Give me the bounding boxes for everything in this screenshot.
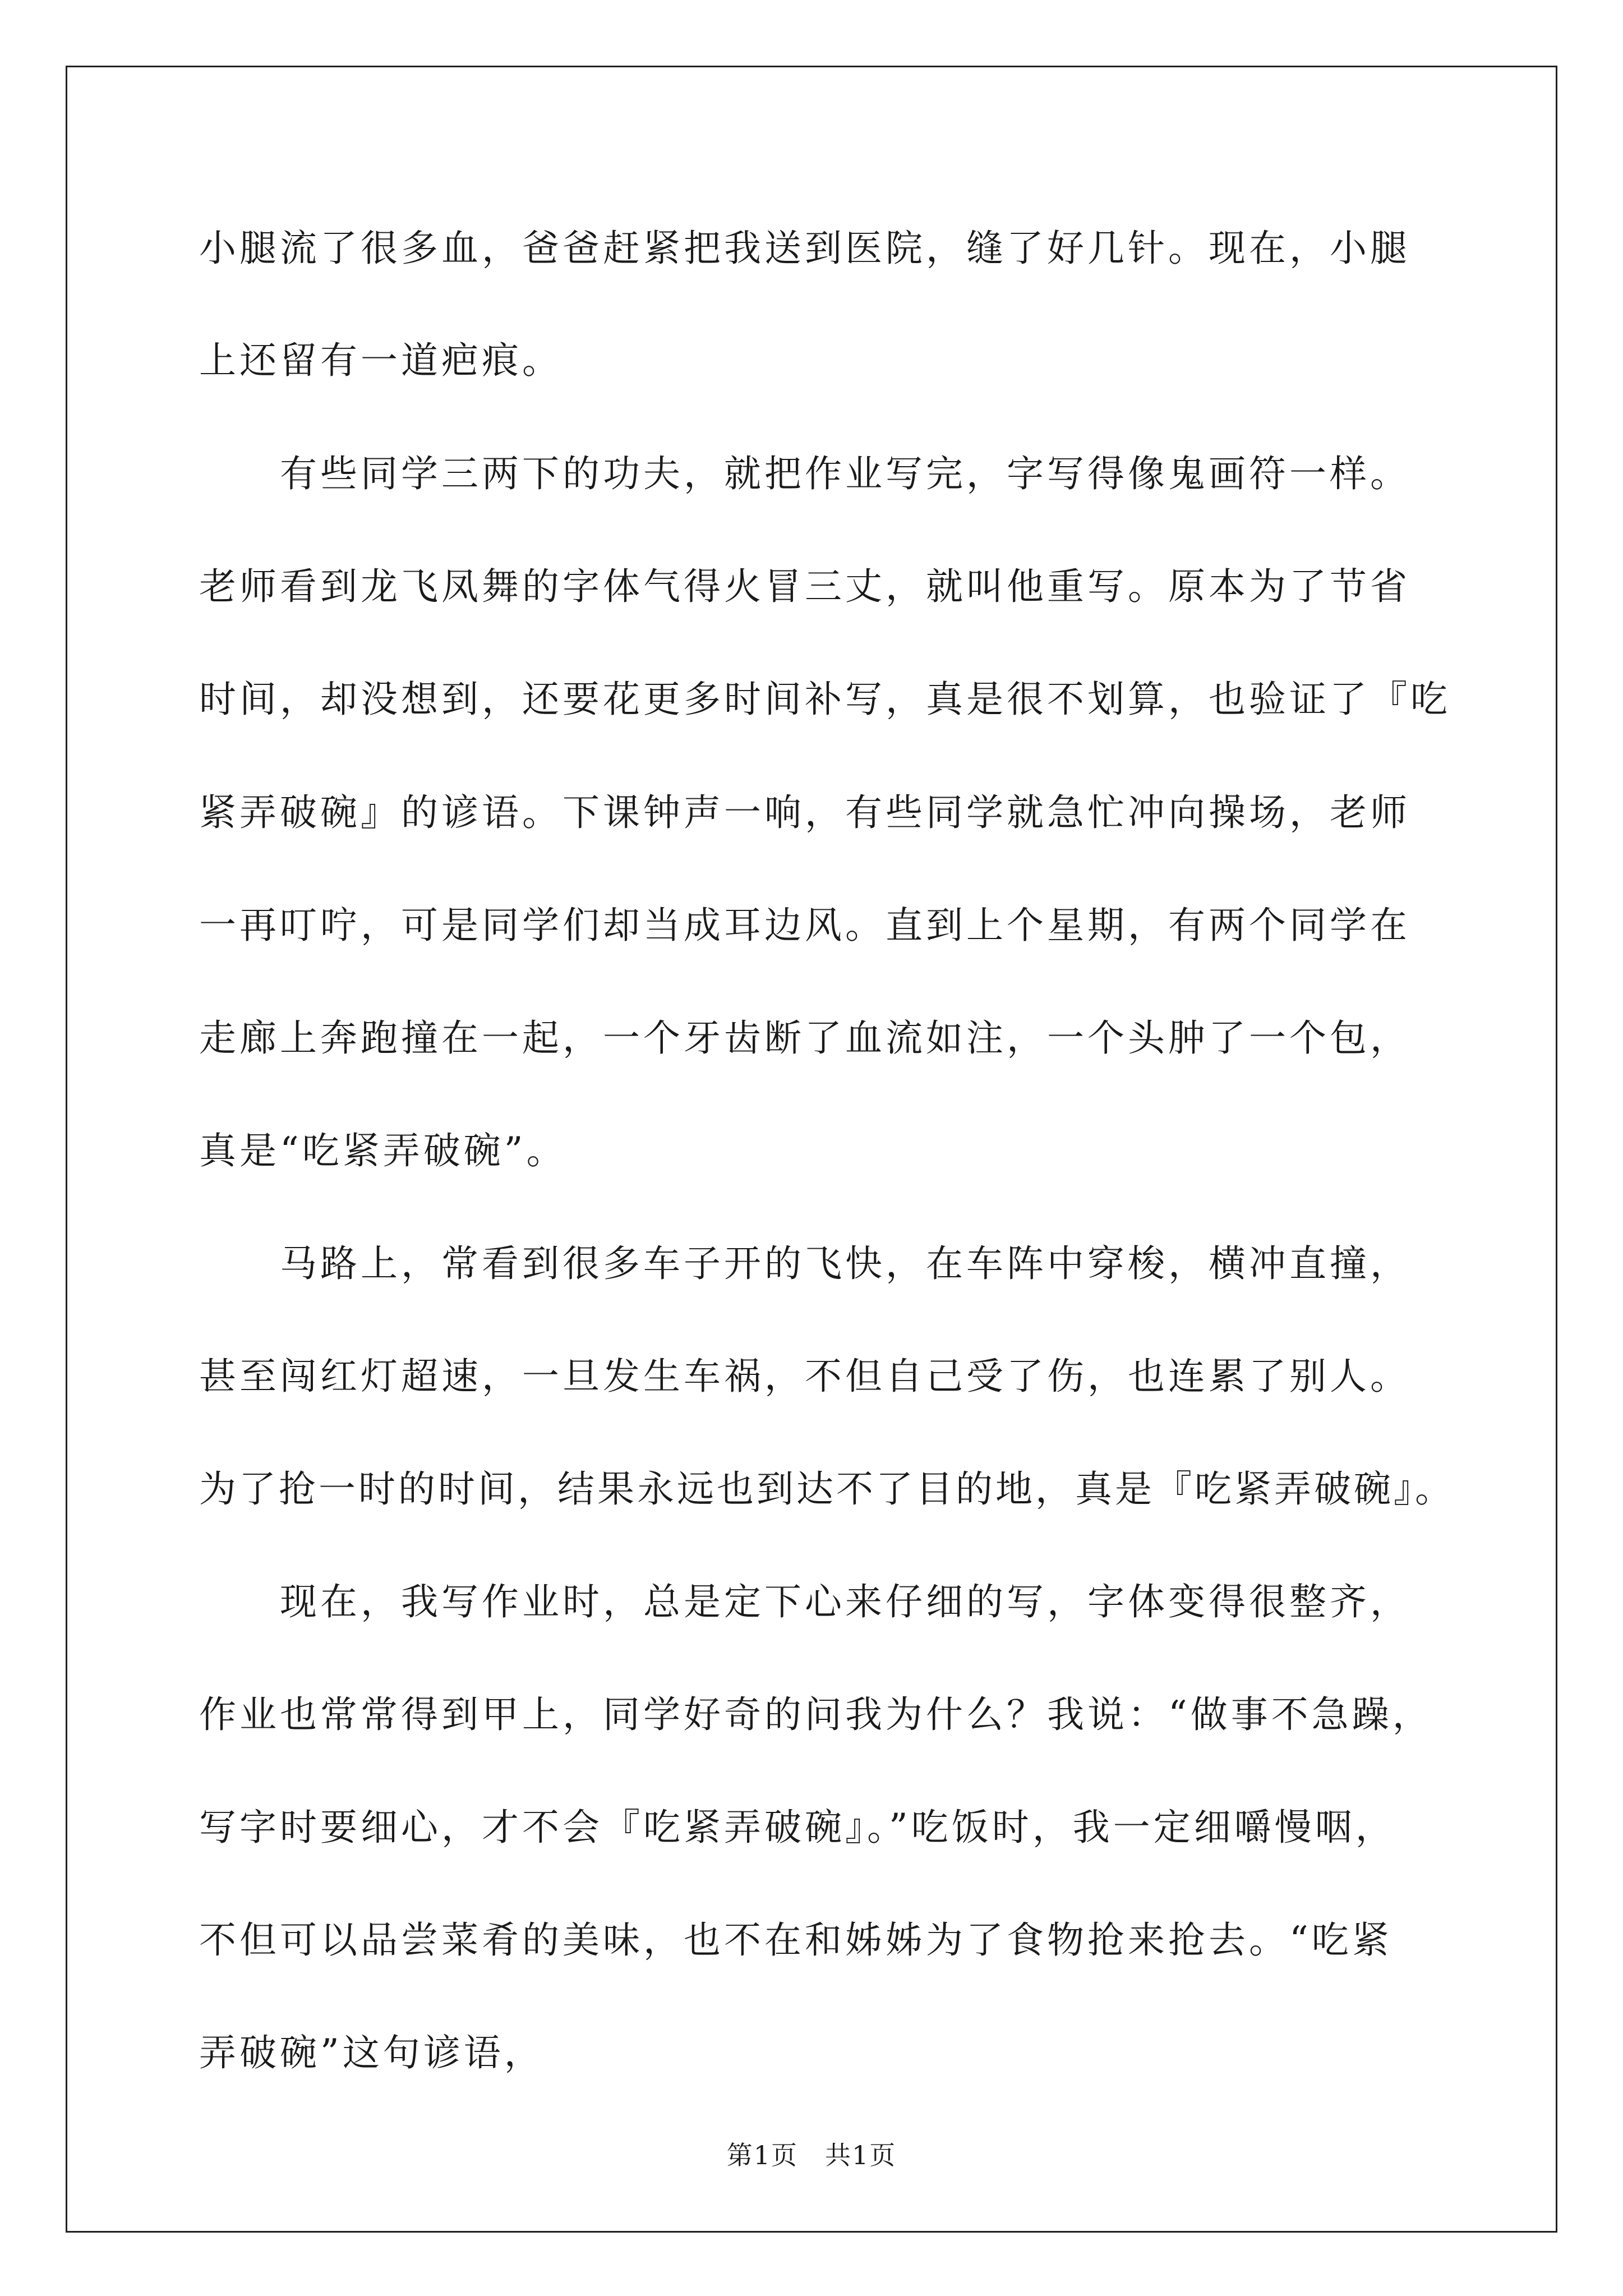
text-line: 老师看到龙飞凤舞的字体气得火冒三丈，就叫他重写。原本为了节省 (199, 565, 1410, 608)
text-line: 上还留有一道疤痕。 (199, 339, 562, 382)
text-line: 写字时要细心，才不会『吃紧弄破碗』。”吃饭时，我一定细嚼慢咽， (199, 1806, 1396, 1849)
text-line: 为了抢一时的时间，结果永远也到达不了目的地，真是『吃紧弄破碗』。 (199, 1467, 1455, 1511)
text-line: 小腿流了很多血，爸爸赶紧把我送到医院，缝了好几针。现在，小腿 (199, 227, 1410, 270)
text-line: 马路上，常看到很多车子开的飞快，在车阵中穿梭，横冲直撞， (199, 1242, 1410, 1285)
text-line: 真是“吃紧弄破碗”。 (199, 1129, 567, 1172)
text-line: 弄破碗”这句谚语， (199, 2031, 545, 2074)
page-footer: 第1页 共1页 (726, 2140, 897, 2170)
text-line: 时间，却没想到，还要花更多时间补写，真是很不划算，也验证了『吃 (199, 678, 1451, 721)
text-line: 有些同学三两下的功夫，就把作业写完，字写得像鬼画符一样。 (199, 452, 1410, 495)
text-line: 走廊上奔跑撞在一起，一个牙齿断了血流如注，一个头肿了一个包， (199, 1016, 1410, 1060)
text-line: 现在，我写作业时，总是定下心来仔细的写，字体变得很整齐， (199, 1580, 1410, 1623)
text-line: 一再叮咛，可是同学们却当成耳边风。直到上个星期，有两个同学在 (199, 904, 1410, 947)
text-line: 紧弄破碗』的谚语。下课钟声一响，有些同学就急忙冲向操场，老师 (199, 791, 1410, 834)
text-line: 不但可以品尝菜肴的美味，也不在和姊姊为了食物抢来抢去。“吃紧 (199, 1918, 1393, 1962)
text-line: 甚至闯红灯超速，一旦发生车祸，不但自己受了伤，也连累了别人。 (199, 1355, 1410, 1398)
text-line: 作业也常常得到甲上，同学好奇的问我为什么？我说：“做事不急躁， (199, 1693, 1433, 1736)
